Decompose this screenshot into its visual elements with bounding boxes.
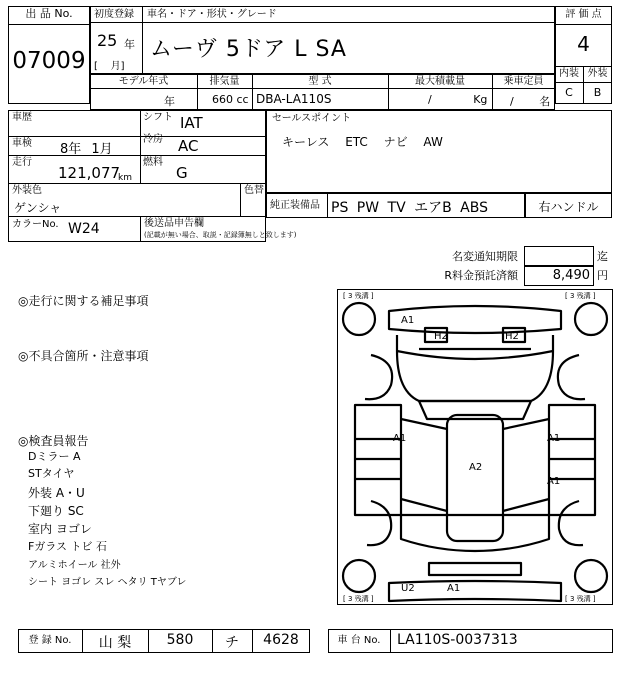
registration-place: 山 梨 (98, 635, 132, 651)
model-year-label: モデル年式 (118, 76, 169, 87)
lot-number-label: 出 品 No. (25, 7, 73, 20)
inspector-report-title: ◎検査員報告 (18, 434, 89, 448)
first-registration-year-unit: 年 (124, 38, 135, 51)
history-label: 車歴 (12, 112, 32, 123)
defects-notes-title: ◎不具合箇所・注意事項 (18, 349, 149, 363)
chassis-number-label: 車 台 No. (337, 635, 381, 646)
color-no-label: カラーNo. (12, 219, 59, 230)
chassis-number: LA110S-0037313 (397, 632, 518, 648)
max-load-value: / Kg (428, 93, 488, 106)
equipment: PS PW TV エアB ABS (331, 200, 488, 216)
inspection-label: 車検 (12, 138, 32, 149)
registration-number-label: 登 録 No. (28, 635, 72, 646)
exterior-color: ゲンシャ (14, 201, 62, 215)
inspector-line: Fガラス トビ 石 (28, 540, 107, 553)
inspector-line: シート ヨゴレ スレ ヘタリ Tヤブレ (28, 577, 187, 588)
registration-kana: チ (225, 635, 239, 651)
fuel-value: G (176, 164, 188, 182)
inspector-line: アルミホイール 社外 (28, 560, 121, 571)
registration-number: 4628 (263, 632, 299, 648)
damage-mark: A1 (447, 583, 461, 594)
interior-label: 内装 (559, 68, 579, 79)
evaluation-score: 4 (577, 32, 590, 56)
damage-mark: H2 (434, 331, 448, 342)
tire-fl-label: [ 3 残溝 ] (343, 292, 374, 300)
ac-value: AC (178, 137, 199, 155)
lot-number: 07009 (12, 48, 86, 74)
shift-label: シフト (143, 112, 173, 123)
tire-fr-label: [ 3 残溝 ] (565, 292, 596, 300)
shift-value: IAT (180, 114, 203, 132)
damage-mark: A2 (469, 462, 483, 473)
exterior-grade: B (593, 86, 602, 99)
recycle-value: 8,490 (552, 268, 590, 283)
after-delivery-label: 後送品申告欄 (144, 218, 204, 229)
damage-mark: A1 (547, 476, 561, 487)
inspector-line: STタイヤ (28, 467, 75, 480)
registration-class: 580 (166, 632, 194, 648)
inspector-line: 下廻り SC (28, 504, 84, 518)
sales-point-label: セールスポイント (272, 113, 352, 124)
driving-notes-title: ◎走行に関する補足事項 (18, 294, 149, 308)
damage-mark: A1 (401, 315, 415, 326)
model-type-label: 型 式 (308, 76, 332, 87)
tire-rl-label: [ 3 残溝 ] (343, 595, 374, 603)
car-name: ムーヴ 5ドア L SA (150, 37, 347, 62)
inspector-line: 室内 ヨゴレ (28, 522, 92, 536)
damage-mark: A1 (393, 433, 407, 444)
after-delivery-note: (記載が無い場合、取説・記録簿無しと致します) (144, 231, 297, 239)
capacity-label: 乗車定員 (503, 76, 544, 87)
displacement-label: 排気量 (209, 76, 240, 87)
first-registration-year: 25 (97, 31, 118, 50)
fuel-label: 燃料 (143, 157, 163, 168)
recycle-label: R料金預託済額 (444, 269, 518, 282)
model-year-unit: 年 (164, 95, 175, 108)
inspection-value: 8年 1月 (60, 142, 113, 157)
exterior-label: 外装 (587, 68, 608, 79)
max-load-label: 最大積載量 (415, 76, 465, 87)
displacement: 660 cc (212, 93, 249, 106)
inspector-line: 外装 A・U (28, 486, 85, 500)
car-damage-diagram (337, 289, 613, 605)
sales-points: キーレス ETC ナビ AW (282, 135, 443, 149)
color-no: W24 (68, 221, 100, 237)
name-change-unit: 迄 (597, 250, 608, 263)
capacity-value: / 名 (510, 95, 551, 108)
equipment-label: 純正装備品 (270, 200, 320, 211)
model-type: DBA-LA110S (256, 92, 332, 106)
mileage-unit: km (118, 173, 132, 183)
name-change-field (524, 246, 594, 266)
damage-mark: U2 (401, 583, 415, 594)
inspector-line: Dミラー A (28, 450, 81, 463)
interior-grade: C (565, 86, 573, 99)
steering: 右ハンドル (538, 200, 599, 214)
damage-mark: A1 (547, 433, 561, 444)
first-registration-month: [ 月] (94, 61, 125, 72)
car-name-label: 車名・ドア・形状・グレード (147, 9, 277, 20)
mileage-label: 走行 (12, 157, 32, 168)
exterior-color-label: 外装色 (12, 185, 42, 196)
name-change-label: 名変通知期限 (452, 250, 518, 263)
ac-label: 冷房 (143, 134, 163, 145)
mileage-value: 121,077 (58, 164, 121, 182)
damage-mark: H2 (505, 331, 519, 342)
tire-rr-label: [ 3 残溝 ] (565, 595, 596, 603)
first-registration-label: 初度登録 (94, 9, 134, 20)
recycle-unit: 円 (597, 269, 608, 282)
evaluation-label: 評 価 点 (565, 9, 602, 20)
color-change-label: 色替 (244, 185, 264, 196)
